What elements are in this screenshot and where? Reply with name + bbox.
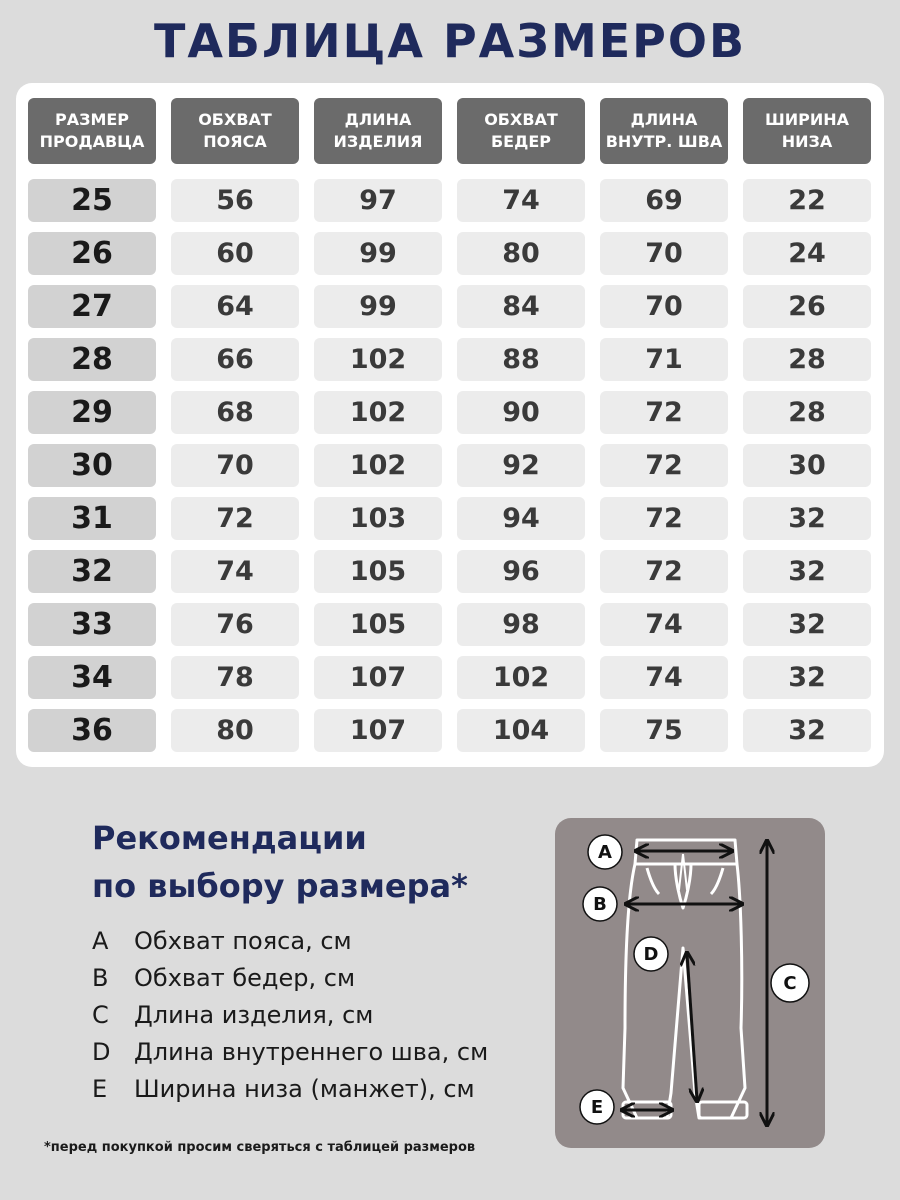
size-cell: 27 — [28, 285, 156, 328]
legend-item-e — [92, 1070, 488, 1107]
pants-measurement-icon — [555, 818, 825, 1148]
size-cell: 31 — [28, 497, 156, 540]
table-cell: 72 — [600, 444, 728, 487]
table-cell: 56 — [171, 179, 299, 222]
legend-label: Обхват бедер, см — [134, 963, 356, 992]
table-cell: 98 — [457, 603, 585, 646]
recommendations-title — [92, 814, 468, 910]
table-cell: 74 — [457, 179, 585, 222]
table-cell: 80 — [171, 709, 299, 752]
table-cell: 24 — [743, 232, 871, 275]
table-cell: 78 — [171, 656, 299, 699]
table-cell: 88 — [457, 338, 585, 381]
table-cell: 64 — [171, 285, 299, 328]
legend-item-c — [92, 996, 488, 1033]
table-cell: 72 — [600, 497, 728, 540]
pants-diagram — [555, 818, 825, 1148]
table-cell: 66 — [171, 338, 299, 381]
legend-item-d — [92, 1033, 488, 1070]
table-cell: 92 — [457, 444, 585, 487]
table-cell: 72 — [171, 497, 299, 540]
table-cell: 107 — [314, 656, 442, 699]
table-cell: 99 — [314, 232, 442, 275]
size-cell: 29 — [28, 391, 156, 434]
table-cell: 99 — [314, 285, 442, 328]
table-cell: 26 — [743, 285, 871, 328]
table-cell: 72 — [600, 550, 728, 593]
legend-key: C — [92, 1000, 109, 1029]
table-cell: 32 — [743, 656, 871, 699]
table-cell: 96 — [457, 550, 585, 593]
size-cell: 33 — [28, 603, 156, 646]
recommendations-title-line1: Рекомендации — [92, 819, 367, 857]
recommendations-title-line2: по выбору размера* — [92, 867, 468, 905]
table-cell: 69 — [600, 179, 728, 222]
table-cell: 102 — [314, 391, 442, 434]
table-cell: 32 — [743, 603, 871, 646]
legend-item-b — [92, 959, 488, 996]
size-cell: 36 — [28, 709, 156, 752]
table-header-cell: ШИРИНА НИЗА — [743, 98, 871, 164]
diagram-label-b: B — [593, 894, 607, 915]
page-title: ТАБЛИЦА РАЗМЕРОВ — [153, 14, 747, 68]
table-cell: 107 — [314, 709, 442, 752]
table-cell: 32 — [743, 497, 871, 540]
size-table-card — [16, 83, 884, 767]
table-cell: 102 — [314, 338, 442, 381]
size-cell: 32 — [28, 550, 156, 593]
table-cell: 22 — [743, 179, 871, 222]
table-header-cell: ОБХВАТ БЕДЕР — [457, 98, 585, 164]
table-cell: 84 — [457, 285, 585, 328]
table-cell: 32 — [743, 709, 871, 752]
diagram-label-c: C — [783, 973, 797, 994]
table-cell: 70 — [600, 232, 728, 275]
table-cell: 94 — [457, 497, 585, 540]
size-cell: 26 — [28, 232, 156, 275]
pants-outline — [623, 840, 747, 1118]
table-header-cell: ДЛИНА ВНУТР. ШВА — [600, 98, 728, 164]
table-cell: 68 — [171, 391, 299, 434]
table-cell: 76 — [171, 603, 299, 646]
table-cell: 30 — [743, 444, 871, 487]
size-table — [28, 98, 871, 762]
table-cell: 71 — [600, 338, 728, 381]
legend-label: Ширина низа (манжет), см — [134, 1074, 475, 1103]
diagram-label-d: D — [643, 944, 659, 965]
footnote: *перед покупкой просим сверяться с таблицей размеров — [44, 1140, 476, 1155]
measurement-legend — [92, 922, 488, 1107]
table-cell: 74 — [600, 603, 728, 646]
table-cell: 102 — [314, 444, 442, 487]
table-cell: 60 — [171, 232, 299, 275]
size-cell: 25 — [28, 179, 156, 222]
legend-label: Длина внутреннего шва, см — [134, 1037, 489, 1066]
table-cell: 70 — [171, 444, 299, 487]
table-cell: 102 — [457, 656, 585, 699]
table-cell: 32 — [743, 550, 871, 593]
table-cell: 105 — [314, 603, 442, 646]
size-cell: 28 — [28, 338, 156, 381]
table-cell: 104 — [457, 709, 585, 752]
legend-key: B — [92, 963, 109, 992]
table-cell: 105 — [314, 550, 442, 593]
table-cell: 80 — [457, 232, 585, 275]
size-cell: 34 — [28, 656, 156, 699]
legend-key: E — [92, 1074, 108, 1103]
table-cell: 103 — [314, 497, 442, 540]
legend-label: Длина изделия, см — [134, 1000, 374, 1029]
table-cell: 74 — [171, 550, 299, 593]
legend-item-a — [92, 922, 488, 959]
table-cell: 75 — [600, 709, 728, 752]
table-cell: 70 — [600, 285, 728, 328]
legend-key: D — [92, 1037, 111, 1066]
table-header-cell: РАЗМЕР ПРОДАВЦА — [28, 98, 156, 164]
table-header-cell: ОБХВАТ ПОЯСА — [171, 98, 299, 164]
diagram-label-e: E — [590, 1097, 604, 1118]
table-cell: 90 — [457, 391, 585, 434]
table-cell: 28 — [743, 391, 871, 434]
table-cell: 97 — [314, 179, 442, 222]
table-cell: 28 — [743, 338, 871, 381]
legend-label: Обхват пояса, см — [134, 926, 352, 955]
legend-key: A — [92, 926, 109, 955]
table-cell: 74 — [600, 656, 728, 699]
diagram-label-a: A — [598, 842, 612, 863]
size-cell: 30 — [28, 444, 156, 487]
table-header-cell: ДЛИНА ИЗДЕЛИЯ — [314, 98, 442, 164]
table-cell: 72 — [600, 391, 728, 434]
